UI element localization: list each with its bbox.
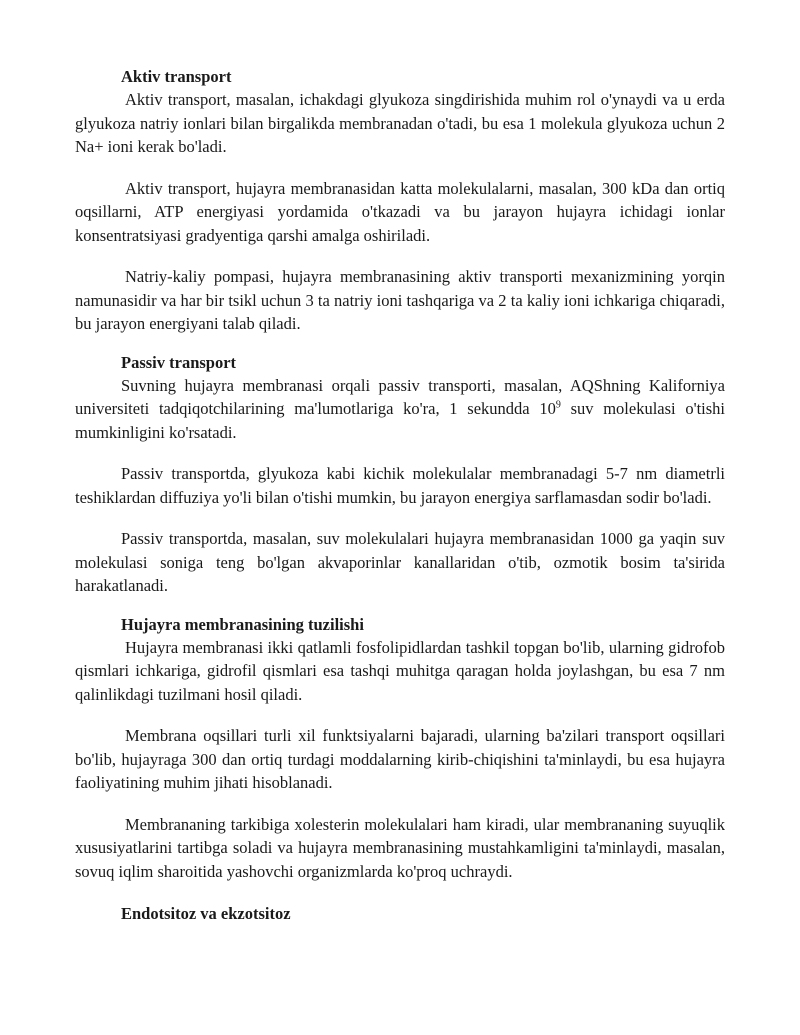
- section-heading-hujayra-membranasining-tuzilishi: Hujayra membranasining tuzilishi: [121, 614, 364, 634]
- section-heading-aktiv-transport: Aktiv transport: [121, 67, 232, 86]
- paragraph: Membrana oqsillari turli xil funktsiyalarni bajaradi, ularning ba'zilari transport oqsillari bo'lib, hujayraga 300 dan ortiq turdagi moddalarning kirib-chiqishini ta'minlaydi, bu esa hujayra faoliyatining muhim jihati hisoblanadi.: [75, 726, 725, 792]
- paragraph: Aktiv transport, hujayra membranasidan katta molekulalarni, masalan, 300 kDa dan ortiq oqsillarni, ATP energiyasi yordamida o'tkazadi va bu jarayon hujayra ichidagi ionlar konsentratsiyasi gradyentiga qarshi amalga oshiriladi.: [75, 178, 725, 245]
- paragraph: Passiv transportda, glyukoza kabi kichik molekulalar membranadagi 5-7 nm diametrli teshiklardan diffuziya yo'li bilan o'tishi mumkin, bu jarayon energiya sarflamasdan sodir bo'ladi.: [75, 464, 725, 507]
- section-heading-endotsitoz-va-ekzotsitoz: Endotsitoz va ekzotsitoz: [121, 904, 291, 923]
- paragraph-text: suv molekulasi o'tishi mumkinligini ko'rsatadi.: [75, 399, 725, 442]
- paragraph: [75, 374, 725, 445]
- paragraph-text: Suvning hujayra membranasi orqali passiv transporti, masalan, AQShning Kaliforniya universiteti tadqiqotchilarining ma'lumotlariga ko'ra, 1 sekundda 10: [75, 375, 725, 418]
- paragraph: Aktiv transport, masalan, ichakdagi glyukoza singdirishida muhim rol o'ynaydi va u erda glyukoza natriy ionlari bilan birgalikda membranadan o'tadi, bu esa 1 molekula glyukoza uchun 2 Na+ ioni kerak bo'ladi.: [75, 90, 725, 156]
- paragraph: Hujayra membranasi ikki qatlamli fosfolipidlardan tashkil topgan bo'lib, ularning gidrofob qismlari ichkariga, gidrofil qismlari esa tashqi muhitga qaragan holda joylashgan, bu esa 7 nm qalinlikdagi tuzilmani hosil qiladi.: [75, 637, 725, 704]
- paragraph: Passiv transportda, masalan, suv molekulalari hujayra membranasidan 1000 ga yaqin suv molekulasi soniga teng bo'lgan akvaporinlar kanallaridan o'tib, ozmotik bosim ta'sirida harakatlanadi.: [75, 529, 725, 595]
- document-page: [75, 66, 725, 925]
- paragraph: Membrananing tarkibiga xolesterin molekulalari ham kiradi, ular membrananing suyuqlik xususiyatlarini tartibga soladi va hujayra membranasining mustahkamligini ta'minlaydi, masalan, sovuq iqlim sharoitida yashovchi organizmlarda ko'proq uchraydi.: [75, 814, 725, 881]
- section-heading-passiv-transport: Passiv transport: [121, 352, 237, 372]
- paragraph: Natriy-kaliy pompasi, hujayra membranasining aktiv transporti mexanizmining yorqin namunasidir va har bir tsikl uchun 3 ta natriy ioni tashqariga va 2 ta kaliy ioni ichkariga chiqaradi, bu jarayon energiyani talab qiladi.: [75, 267, 725, 333]
- superscript-exponent: 9: [555, 399, 561, 411]
